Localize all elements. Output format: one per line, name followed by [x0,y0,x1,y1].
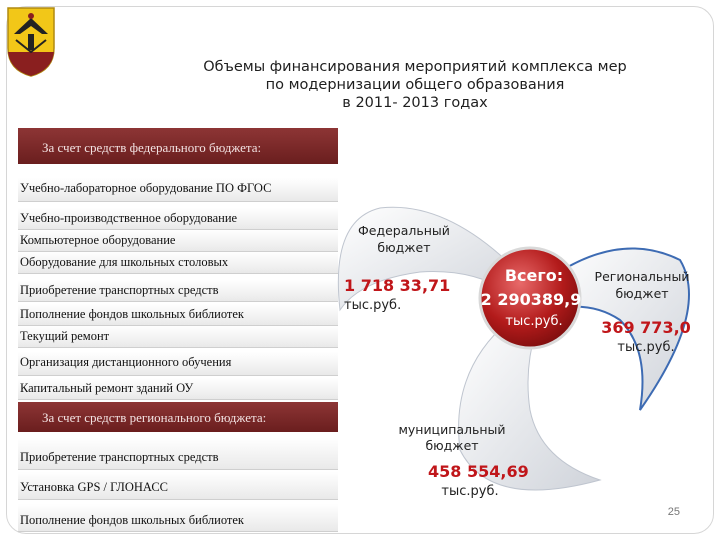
regional-budget-label: Региональный бюджет [594,269,690,301]
funding-list-panel [18,128,338,532]
list-item: Приобретение транспортных средств [18,438,338,470]
title-line-2: по модернизации общего образования [265,77,565,93]
list-item: Текущий ремонт [18,326,338,348]
federal-budget-header: За счет средств федерального бюджета: [18,128,338,164]
list-item: Оборудование для школьных столовых [18,252,338,274]
title-line-1: Объемы финансирования мероприятий комплекса мер [203,59,627,75]
municipal-budget-label: муниципальный бюджет [398,422,506,453]
list-item: Компьютерное оборудование [18,230,338,252]
total-unit: тыс.руб. [505,314,563,329]
page-number: 25 [667,506,680,518]
total-value: 2 290389,9 [480,290,582,309]
coat-of-arms-icon [4,4,58,78]
list-item: Пополнение фондов школьных библиотек [18,504,338,532]
list-item: Приобретение транспортных средств [18,280,338,302]
federal-budget-unit: тыс.руб. [344,298,402,313]
title-line-3: в 2011- 2013 годах [342,95,488,111]
regional-budget-value: 369 773,0 [601,318,691,337]
list-item: Организация дистанционного обучения [18,352,338,376]
total-label: Всего: [504,266,564,285]
list-item: Пополнение фондов школьных библиотек [18,304,338,326]
municipal-budget-value: 458 554,69 [428,462,529,481]
municipal-budget-unit: тыс.руб. [441,484,499,499]
federal-budget-value: 1 718 33,71 [344,276,451,295]
list-item: Установка GPS / ГЛОНАСС [18,472,338,500]
federal-budget-label: Федеральный бюджет [358,223,450,255]
list-item: Учебно-лабораторное оборудование ПО ФГОС [18,178,338,202]
regional-budget-unit: тыс.руб. [617,340,675,355]
slide-title [150,58,680,112]
list-item: Учебно-производственное оборудование [18,208,338,230]
list-item: Капитальный ремонт зданий ОУ [18,378,338,400]
regional-budget-header: За счет средств регионального бюджета: [18,402,338,432]
